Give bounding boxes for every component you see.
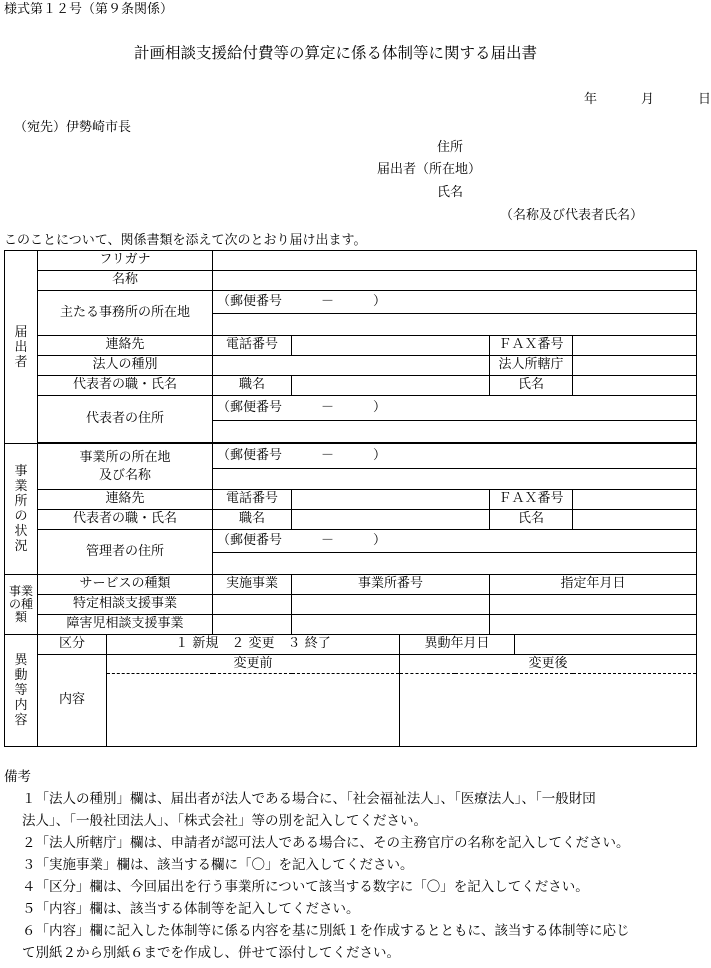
note-4: ４「区分」欄は、今回届出を行う事業所について該当する数字に「〇」を記入してください。 [22,879,589,895]
before-content-field[interactable] [107,674,400,747]
service-2-implement[interactable] [213,615,292,635]
change-date-field[interactable] [515,635,697,655]
main-office-label: 主たる事務所の所在地 [38,291,213,336]
service-type-header: サービスの種類 [38,575,213,595]
phone-label: 電話番号 [213,336,292,356]
service-2-designated-date[interactable] [490,615,697,635]
corp-type-label: 法人の種別 [38,356,213,376]
section-business-type: 事業の種類 [5,575,38,635]
office-rep-label: 代表者の職・氏名 [38,510,213,530]
form-number: 様式第１２号（第９条関係） [4,2,174,17]
applicant-label: 届出者（所在地） [377,162,482,177]
note-6-cont: て別紙２から別紙６までを作成し、併せて添付してください。 [22,945,400,961]
note-1-cont: 法人」、「一般社団法人」、「株式会社」等の別を記入してください。 [22,813,427,829]
date-day-label: 日 [698,92,711,107]
after-header: 変更後 [400,655,697,674]
office-phone-label: 電話番号 [213,490,292,510]
section-office: 事業所の状況 [5,444,38,575]
applicant-name-label: 氏名 [437,185,464,200]
rep-name-label: 氏名 [490,376,573,396]
main-office-address-field[interactable] [213,314,697,336]
office-contact-label: 連絡先 [38,490,213,510]
manager-address-label: 管理者の住所 [38,530,213,575]
office-rep-title-field[interactable] [292,510,490,530]
note-1: １「法人の種別」欄は、届出者が法人である場合に、「社会福祉法人」、「医療法人」、「一般財団 [22,791,596,807]
date-year-label: 年 [584,92,598,107]
rep-address-field[interactable] [213,421,697,443]
office-rep-name-label: 氏名 [490,510,573,530]
note-3: ３「実施事業」欄は、該当する欄に「〇」を記入してください。 [22,857,414,873]
rep-address-postal[interactable]: （郵便番号 － ） [213,396,697,421]
change-date-label: 異動年月日 [400,635,515,655]
phone-field[interactable] [292,336,490,356]
implement-header: 実施事業 [213,575,292,595]
addressee: （宛先）伊勢崎市長 [14,120,132,135]
rep-title-name-label: 代表者の職・氏名 [38,376,213,396]
service-1-designated-date[interactable] [490,595,697,615]
furigana-field[interactable] [213,251,697,271]
service-1-label: 特定相談支援事業 [38,595,213,615]
name-field[interactable] [213,271,697,291]
category-label: 区分 [38,635,107,655]
office-number-header: 事業所番号 [292,575,490,595]
office-fax-field[interactable] [573,490,697,510]
notification-form-table [4,250,697,747]
rep-title-label: 職名 [213,376,292,396]
service-1-office-number[interactable] [292,595,490,615]
notes [4,766,694,964]
before-header: 変更前 [107,655,400,674]
designated-date-header: 指定年月日 [490,575,697,595]
contact-label: 連絡先 [38,336,213,356]
office-rep-name-field[interactable] [573,510,697,530]
office-phone-field[interactable] [292,490,490,510]
note-6: ６「内容」欄に記入した体制等に係る内容を基に別紙１を作成するとともに、該当する体制等に応じ [22,923,630,939]
rep-name-field[interactable] [573,376,697,396]
intro-text: このことについて、関係書類を添えて次のとおり届け出ます。 [4,233,367,248]
office-postal[interactable]: （郵便番号 － ） [213,444,697,469]
corp-authority-label: 法人所轄庁 [490,356,573,376]
content-label: 内容 [38,655,107,747]
note-2: ２「法人所轄庁」欄は、申請者が認可法人である場合に、その主務官庁の名称を記入してください。 [22,835,630,851]
category-options[interactable]: １ 新規 ２ 変更 ３ 終了 [107,635,400,655]
rep-title-field[interactable] [292,376,490,396]
section-applicant: 届出者 [5,251,38,444]
date-month-label: 月 [641,92,655,107]
date-line [584,93,711,106]
service-2-office-number[interactable] [292,615,490,635]
main-office-postal[interactable]: （郵便番号 － ） [213,291,697,314]
manager-address-field[interactable] [213,553,697,575]
note-5: ５「内容」欄は、該当する体制等を記入してください。 [22,901,360,917]
corp-authority-field[interactable] [573,356,697,376]
section-change: 異動等内容 [5,635,38,747]
rep-address-label: 代表者の住所 [38,396,213,443]
service-2-label: 障害児相談支援事業 [38,615,213,635]
office-fax-label: ＦＡＸ番号 [490,490,573,510]
applicant-name-note: （名称及び代表者氏名） [500,208,644,223]
fax-field[interactable] [573,336,697,356]
after-content-field[interactable] [400,674,697,747]
office-address-field[interactable] [213,469,697,490]
office-rep-title-label: 職名 [213,510,292,530]
office-location-label: 事業所の所在地 及び名称 [38,444,213,490]
applicant-address-label: 住所 [437,140,464,155]
corp-type-field[interactable] [213,356,490,376]
document-title: 計画相談支援給付費等の算定に係る体制等に関する届出書 [134,44,538,62]
notes-heading: 備考 [4,769,31,785]
name-label: 名称 [38,271,213,291]
furigana-label: フリガナ [38,251,213,271]
manager-postal[interactable]: （郵便番号 － ） [213,530,697,553]
fax-label: ＦＡＸ番号 [490,336,573,356]
service-1-implement[interactable] [213,595,292,615]
